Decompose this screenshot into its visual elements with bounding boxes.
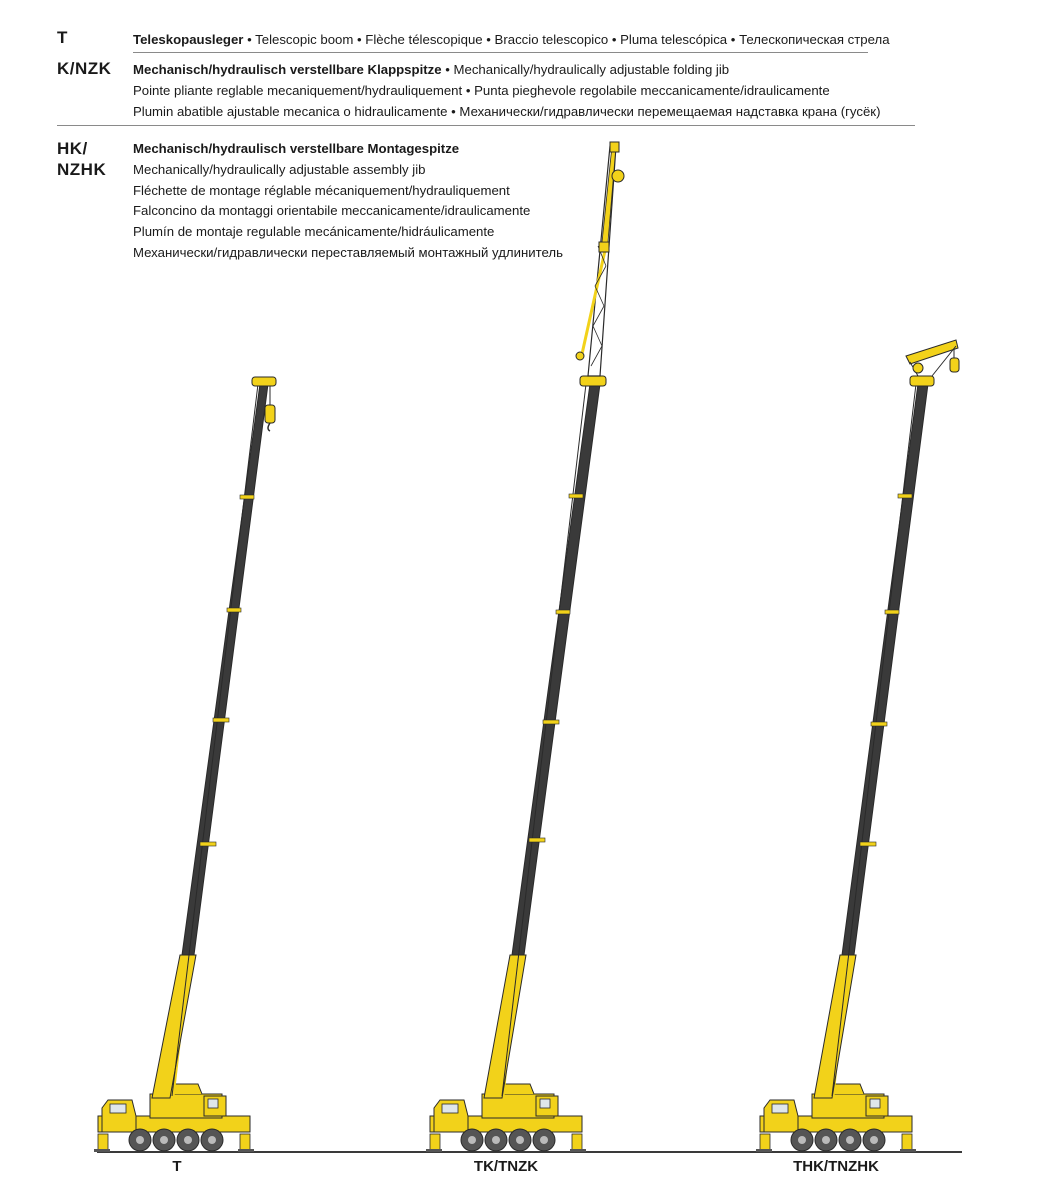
crane-tk	[426, 142, 624, 1152]
legend-code-k: K/NZK	[57, 59, 112, 78]
crane-label-thk: THK/TNZHK	[793, 1158, 879, 1175]
legend-t-rest: • Telescopic boom • Flèche télescopique • Braccio telescopico • Pluma telescópica • Телескопическая стрела	[243, 32, 890, 47]
legend-hk-line: Mechanically/hydraulically adjustable assembly jib	[133, 161, 426, 177]
legend-k-bold: Mechanisch/hydraulisch verstellbare Klappspitze	[133, 62, 442, 77]
legend-t-bold: Teleskopausleger	[133, 32, 244, 47]
legend-k-rest: • Mechanically/hydraulically adjustable folding jib	[441, 62, 730, 77]
legend-k-line2: Pointe pliante reglable mecaniquement/hydrauliquement • Punta pieghevole regolabile meccanicamente/idraulicamente	[133, 82, 830, 98]
legend-hk-title: Mechanisch/hydraulisch verstellbare Montagespitze	[133, 141, 460, 156]
crane-label-tk: TK/TNZK	[473, 1158, 539, 1175]
crane-t	[94, 377, 276, 1152]
legend-hk-line: Plumín de montaje regulable mecánicamente/hidráulicamente	[133, 224, 495, 240]
legend-hk-line: Механически/гидравлически переставляемый монтажный удлинитель	[133, 244, 563, 260]
legend-hk-line: Fléchette de montage réglable mécaniquement/hydrauliquement	[133, 182, 510, 198]
crane-label-t: T	[172, 1158, 182, 1175]
legend-code-hk-2: NZHK	[57, 160, 107, 179]
legend-code-hk-1: HK/	[57, 139, 88, 158]
legend-code-t: T	[57, 28, 68, 47]
legend-k-line3: Plumin abatible ajustable mecanica o hidraulicamente • Механически/гидравлически перемещаемая надставка крана (гусёк)	[133, 103, 881, 119]
legend-hk-line: Falconcino da montaggi orientabile meccanicamente/idraulicamente	[133, 203, 531, 219]
crane-thk	[756, 340, 959, 1152]
